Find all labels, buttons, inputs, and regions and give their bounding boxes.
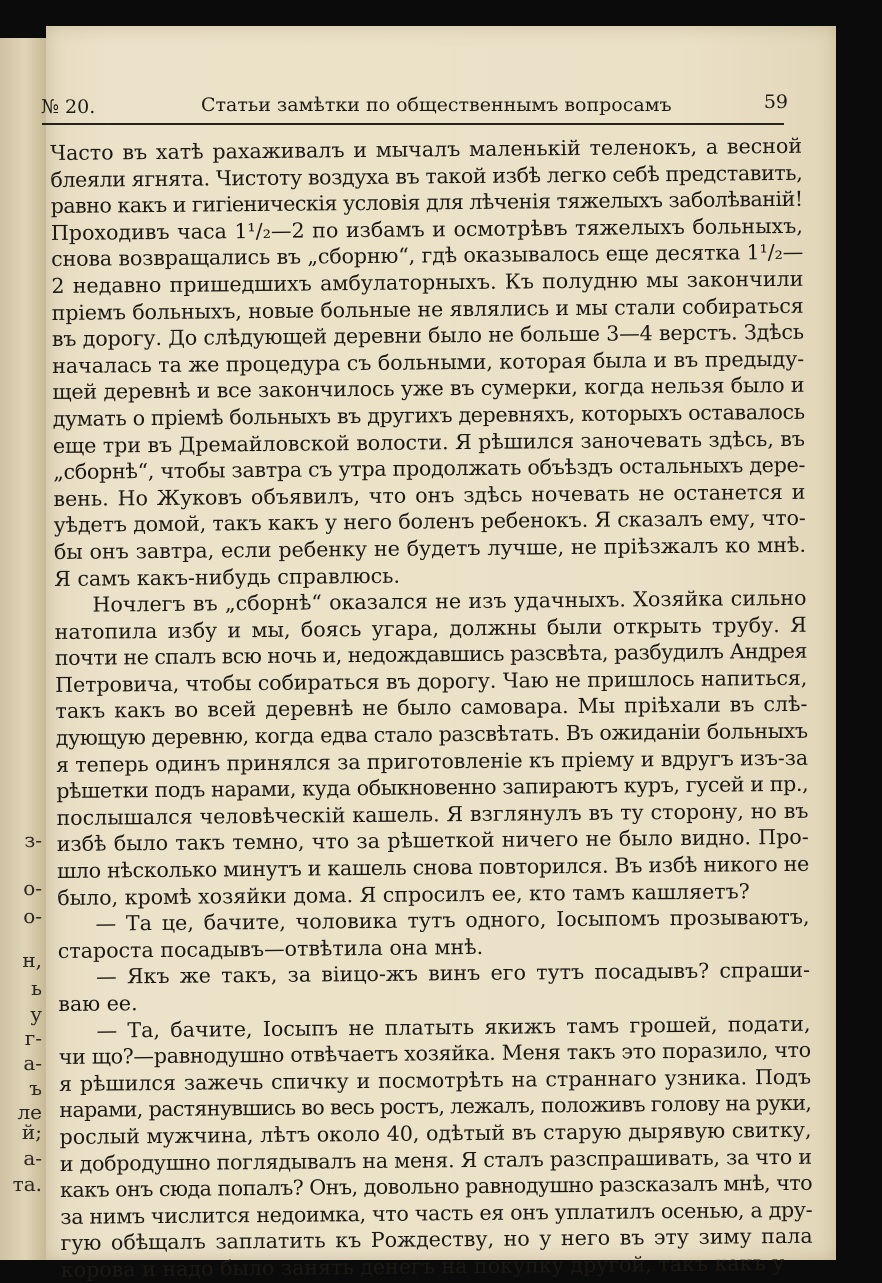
text-line: снова возвращались въ „сборню“, гдѣ оказывалось еще десятка 1¹/₂—	[51, 240, 804, 272]
text-line: за нимъ числится недоимка, что часть ея онъ уплатилъ осенью, а дру-	[60, 1197, 813, 1229]
text-line: — Та, бачите, Іосыпъ не платыть якижъ тамъ грошей, подати,	[96, 1011, 811, 1043]
page-body	[50, 133, 821, 1283]
text-line: избѣ было такъ темно, что за рѣшеткой ничего не было видно. Про-	[56, 825, 809, 857]
text-line: было, кромѣ хозяйки дома. Я спросилъ ее, кто тамъ кашляетъ?	[57, 878, 750, 910]
text-line: какъ онъ сюда попалъ? Онъ, довольно равнодушно разсказалъ мнѣ, что	[59, 1170, 813, 1203]
text-line: 2 недавно пришедшихъ амбулаторныхъ. Къ полудню мы закончили	[51, 266, 804, 298]
text-line: Ночлегъ въ „сборнѣ“ оказался не изъ удачныхъ. Хозяйка сильно	[92, 585, 807, 617]
adjacent-page-edge	[0, 38, 46, 1260]
margin-fragment: а-	[23, 1051, 42, 1075]
text-line: такъ какъ во всей деревнѣ не было самовара. Мы пріѣхали въ слѣ-	[55, 692, 808, 724]
margin-fragment: ъ	[29, 1076, 42, 1100]
text-line: Часто въ хатѣ рахаживалъ и мычалъ маленькій теленокъ, а весной	[50, 133, 803, 165]
text-line: Петровича, чтобы собираться въ дорогу. Чаю не пришлось напиться,	[55, 665, 808, 697]
margin-fragment: й;	[21, 1120, 42, 1144]
text-line: Я самъ какъ-нибудь справлюсь.	[54, 563, 401, 591]
text-line: въ дорогу. До слѣдующей деревни было не больше 3—4 верстъ. Здѣсь	[51, 319, 804, 352]
margin-fragment: ле	[17, 1100, 42, 1124]
text-line: послышался человѣческій кашель. Я взглянулъ въ ту сторону, но въ	[56, 798, 809, 830]
text-line: чи що?—равнодушно отвѣчаетъ хозяйка. Меня такъ это поразило, что	[58, 1037, 811, 1070]
text-line: — Якъ же такъ, за віицо-жъ винъ его тутъ посадывъ? спраши-	[95, 958, 811, 990]
text-line: я теперь одинъ принялся за приготовленіе къ пріему и вдругъ изъ-за	[55, 745, 809, 777]
text-line: корова и надо было занять денегъ на покупку другой, такъ какъ у	[60, 1250, 785, 1282]
margin-fragment: н,	[22, 948, 42, 972]
text-line: шло нѣсколько минутъ и кашель снова повторился. Въ избѣ никого не	[56, 851, 810, 883]
margin-fragment: ь	[31, 976, 42, 1000]
text-line: „сборнѣ“, чтобы завтра съ утра продолжать объѣздъ остальныхъ дере-	[53, 452, 806, 485]
text-line: староста посадывъ—отвѣтила она мнѣ.	[57, 934, 484, 963]
text-line: натопила избу и мы, боясь угара, должны были открыть трубу. Я	[54, 612, 807, 644]
running-title: Статьи замѣтки по общественнымъ вопросамъ	[201, 94, 672, 116]
margin-fragment: а-	[23, 1146, 42, 1170]
text-line: еще три въ Дремайловской волости. Я рѣшился заночевать здѣсь, въ	[52, 426, 806, 458]
text-line: и добродушно поглядывалъ на меня. Я сталъ разспрашивать, за что и	[59, 1144, 812, 1176]
text-line: бы онъ завтра, если ребенку не будетъ лучше, не пріѣзжалъ ко мнѣ.	[53, 532, 807, 564]
text-line: равно какъ и гигіеническія условія для лѣченія тяжелыхъ заболѣваній!	[50, 186, 803, 219]
margin-fragment: о-	[23, 904, 42, 928]
text-line: ваю ее.	[58, 991, 138, 1016]
text-line: вень. Но Жуковъ объявилъ, что онъ здѣсь ночевать не останется и	[53, 479, 806, 511]
text-line: гую обѣщалъ заплатить къ Рождеству, но у него въ эту зиму пала	[60, 1224, 813, 1256]
text-line: почти не спалъ всю ночь и, недождавшись разсвѣта, разбудилъ Андрея	[54, 639, 808, 671]
text-line: — Та це, бачите, чоловика тутъ одного, Іосыпомъ прозываютъ,	[95, 904, 810, 936]
text-line: Проходивъ часа 1¹/₂—2 по избамъ и осмотрѣвъ тяжелыхъ больныхъ,	[50, 213, 803, 245]
text-line: началась та же процедура съ больными, которая была и въ предыду-	[52, 346, 805, 378]
margin-fragment: г-	[24, 1026, 42, 1050]
text-line: пріемъ больныхъ, новые больные не являлись и мы стали собираться	[51, 293, 804, 325]
margin-fragment: о-	[23, 876, 42, 900]
text-line: щей деревнѣ и все закончилось уже въ сумерки, когда нельзя было и	[52, 373, 805, 405]
text-line: уѣдетъ домой, такъ какъ у него боленъ ребенокъ. Я сказалъ ему, что-	[53, 506, 806, 538]
text-line: я рѣшился зажечь спичку и посмотрѣть на страннаго узника. Подъ	[58, 1064, 812, 1096]
text-line: нарами, растянувшись во весь ростъ, лежалъ, положивъ голову на руки,	[59, 1091, 812, 1123]
running-header	[41, 91, 836, 122]
text-line: рѣшетки подъ нарами, куда обыкновенно запираютъ куръ, гусей и пр.,	[56, 772, 809, 804]
text-line: блеяли ягнята. Чистоту воздуха въ такой избѣ легко себѣ представить,	[50, 160, 803, 192]
header-rule	[42, 123, 784, 125]
text-line: дующую деревню, когда едва стало разсвѣтать. Въ ожиданіи больныхъ	[55, 718, 808, 751]
margin-fragment: у	[30, 1002, 42, 1026]
text-line: думать о пріемѣ больныхъ въ другихъ деревняхъ, которыхъ оставалось	[52, 399, 805, 431]
page-number: 59	[763, 91, 788, 113]
margin-fragment: з-	[24, 828, 42, 852]
text-line: рослый мужчина, лѣтъ около 40, одѣтый въ старую дырявую свитку,	[59, 1117, 812, 1149]
margin-fragment: та.	[12, 1172, 42, 1196]
issue-number: № 20.	[41, 96, 96, 118]
book-page	[41, 26, 836, 1282]
